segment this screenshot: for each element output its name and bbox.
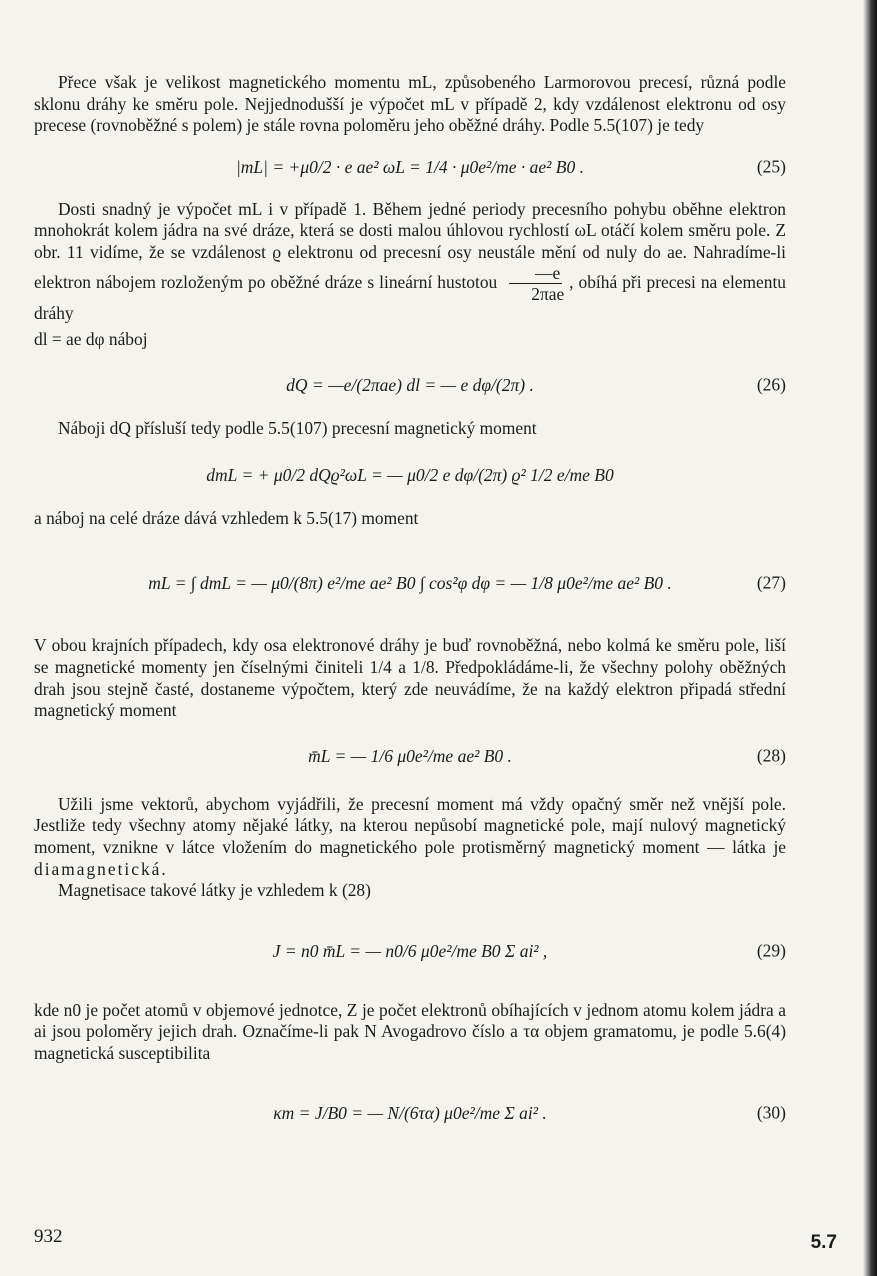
linear-density-denominator: 2πae [531,283,565,304]
equation-dm-formula: dmL = + μ0/2 dQϱ²ωL = — μ0/2 e dφ/(2π) ϱ² 1/2 e/me B0 [206,464,614,485]
equation-dm [34,446,786,504]
equation-25-formula: |mL| = +μ0/2 · e ae² ωL = 1/4 · μ0e²/me · ae² B0 . [235,156,584,177]
equation-29-number: (29) [756,940,786,961]
linear-density-fraction [505,264,566,304]
equation-30 [34,1071,786,1155]
equation-27-formula: mL = ∫ dmL = — μ0/(8π) e²/me ae² B0 ∫ cos²φ dφ = — 1/8 μ0e²/me ae² B0 . [148,573,672,594]
paragraph-2-continuation: , obíhá při precesi na elementu dráhy [34,271,786,324]
paragraph-5: a náboj na celé dráze dává vzhledem k 5.5(17) moment [34,507,419,528]
paragraph-4: Náboji dQ přísluší tedy podle 5.5(107) precesní magnetický moment [58,418,537,439]
paragraph-8: Magnetisace takové látky je vzhledem k (28) [58,880,371,901]
equation-25 [34,139,786,195]
paragraph-2 [34,199,786,325]
equation-28-formula: m̄L = — 1/6 μ0e²/me ae² B0 . [308,745,512,766]
equation-29 [34,906,786,996]
page-content [34,72,786,1155]
paragraph-1: Přece však je velikost magnetického momentu mL, způsobeného Larmorovou precesí, různá podle sklonu dráhy ke směru pole. Nejjednodušší je výpočet mL v případě 2, kdy vzdálenost elektronu od osy precese (rovnoběžné s polem) je stále rovna poloměru jeho oběžné dráhy. Podle 5.5(107) je tedy [34,72,786,136]
equation-26-number: (26) [756,374,786,395]
equation-28 [34,726,786,786]
page-number: 932 [34,1226,63,1247]
paragraph-6: V obou krajních případech, kdy osa elektronové dráhy je buď rovnoběžná, nebo kolmá ke směru pole, liší se magnetické momenty jen číselnými činiteli 1/4 a 1/8. Předpokládáme-li, že všechny polohy oběžných drah jsou stejně časté, dostaneme výpočtem, který zde neuvádíme, že na každý elektron připadá střední magnetický moment [34,635,786,721]
paragraph-2-text: Dosti snadný je výpočet mL i v případě 1. Během jedné periody precesního pohybu oběhne elektron mnohokrát kolem jádra na své dráze, která se dosti malou úhlovou rychlostí ωL otáčí kolem směru pole. Z obr. 11 vidíme, že se vzdálenost ϱ elektronu od precesní osy neustále mění od nuly do ae. Nahradíme-li elektron nábojem rozloženým po oběžné dráze s lineární hustotou [34,198,786,292]
equation-25-number: (25) [756,156,786,177]
equation-29-formula: J = n0 m̄L = — n0/6 μ0e²/me B0 Σ ai² , [272,940,548,961]
paragraph-3: dl = ae dφ náboj [34,328,148,349]
linear-density-numerator: —e [509,264,562,284]
paragraph-9: kde n0 je počet atomů v objemové jednotce, Z je počet elektronů obíhajících v jednom atomu kolem jádra a ai jsou poloměry jejich drah. Označíme-li pak N Avogadrovo číslo a τα objem gramatomu, je podle 5.6(4) magnetická susceptibilita [34,999,786,1063]
equation-26 [34,360,786,410]
equation-26-formula: dQ = —e/(2πae) dl = — e dφ/(2π) . [286,375,534,396]
paragraph-7 [34,794,786,880]
diamagnetic-term: diamagnetická. [34,858,168,879]
paragraph-7-text: Užili jsme vektorů, abychom vyjádřili, že precesní moment má vždy opačný směr než vnější pole. Jestliže tedy všechny atomy nějaké látky, na kterou nepůsobí magnetické pole, mají nulový magnetický moment, vznikne v látce vložením do magnetického pole protisměrný magnetický moment — látka je [34,793,786,858]
equation-30-formula: κm = J/B0 = — N/(6τα) μ0e²/me Σ ai² . [273,1102,547,1123]
equation-30-number: (30) [756,1102,786,1123]
equation-28-number: (28) [756,745,786,766]
section-number: 5.7 [810,1232,837,1253]
equation-27-number: (27) [756,572,786,593]
equation-27 [34,535,786,631]
page-edge-shadow [863,0,877,1276]
